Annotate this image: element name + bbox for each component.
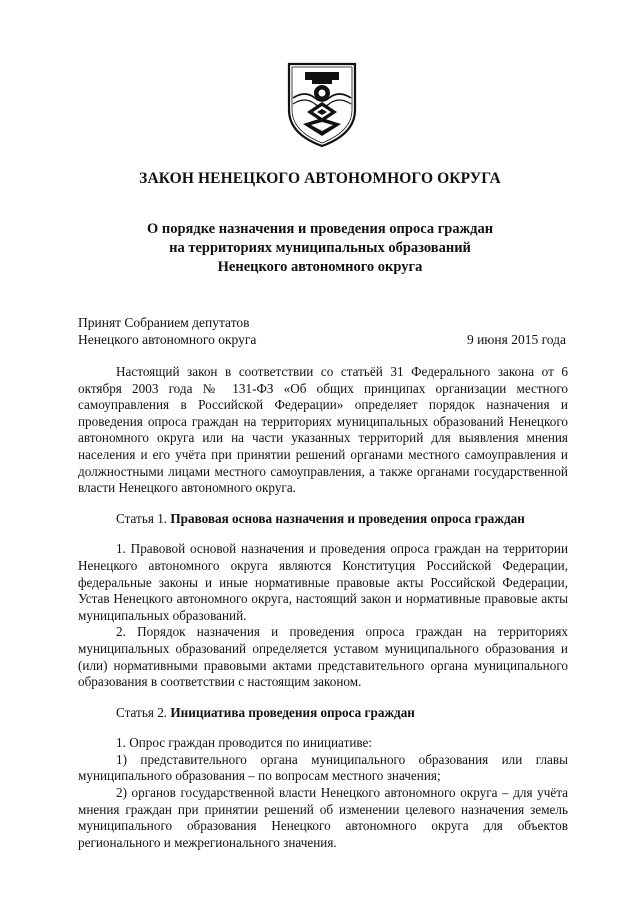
article-paragraph: 2. Порядок назначения и проведения опроса граждан на территориях муниципальных образований определяется уставом муниципального образования и (или) нормативными правовыми актами представительного органа муниципального образования в соответствии с настоящим законом.: [78, 624, 568, 690]
document-title: ЗАКОН НЕНЕЦКОГО АВТОНОМНОГО ОКРУГА: [139, 170, 501, 187]
article-number: Статья 1.: [116, 510, 171, 526]
coat-of-arms-emblem: [285, 60, 359, 150]
article-paragraph: 2) органов государственной власти Ненецкого автономного округа – для учёта мнения граждан при принятии решений об изменении целевого назначения земель муниципального образования Ненецкого автономного округа для объектов регионального и межрегионального значения.: [78, 785, 568, 850]
adoption-date: 9 июня 2015 года: [466, 332, 566, 347]
law-body: [78, 364, 568, 851]
article-title: Правовая основа назначения и проведения опроса граждан: [170, 510, 525, 526]
subtitle-line: Ненецкого автономного округа: [217, 259, 423, 275]
article-2-heading: [78, 705, 568, 722]
article-1-heading: [78, 511, 568, 528]
article-paragraph: 1. Опрос граждан проводится по инициативе:: [116, 735, 373, 751]
preamble-paragraph: Настоящий закон в соответствии со статьёй 31 Федерального закона от 6 октября 2003 года № 131-ФЗ «Об общих принципах организации местного самоуправления в Российской Федерации» определяет порядок назначения и проведения опроса граждан на территориях муниципальных образований Ненецкого автономного округа или на части указанных территорий для выявления мнения населения и его учёта при принятии решений органами местного самоуправления и должностными лицами местного самоуправления, а также органами государственной власти Ненецкого автономного округа.: [78, 364, 568, 496]
adoption-info: [78, 314, 566, 348]
article-number: Статья 2.: [116, 704, 171, 720]
article-title: Инициатива проведения опроса граждан: [170, 704, 415, 720]
subtitle-line: на территориях муниципальных образований: [169, 240, 471, 256]
subtitle-line: О порядке назначения и проведения опроса граждан: [146, 221, 494, 237]
law-subtitle: [60, 220, 580, 277]
article-paragraph: 1. Правовой основой назначения и проведения опроса граждан на территории Ненецкого автономного округа являются Конституция Российской Федерации, федеральные законы и иные нормативные правовые акты Российской Федерации, Устав Ненецкого автономного округа, настоящий закон и нормативные правовые акты муниципальных образований.: [78, 541, 568, 623]
article-paragraph: 1) представительного органа муниципального образования или главы муниципального образования – по вопросам местного значения;: [78, 751, 568, 784]
adopted-by-line: Принят Собранием депутатов: [78, 315, 250, 330]
adopted-by-line: Ненецкого автономного округа: [78, 332, 257, 347]
